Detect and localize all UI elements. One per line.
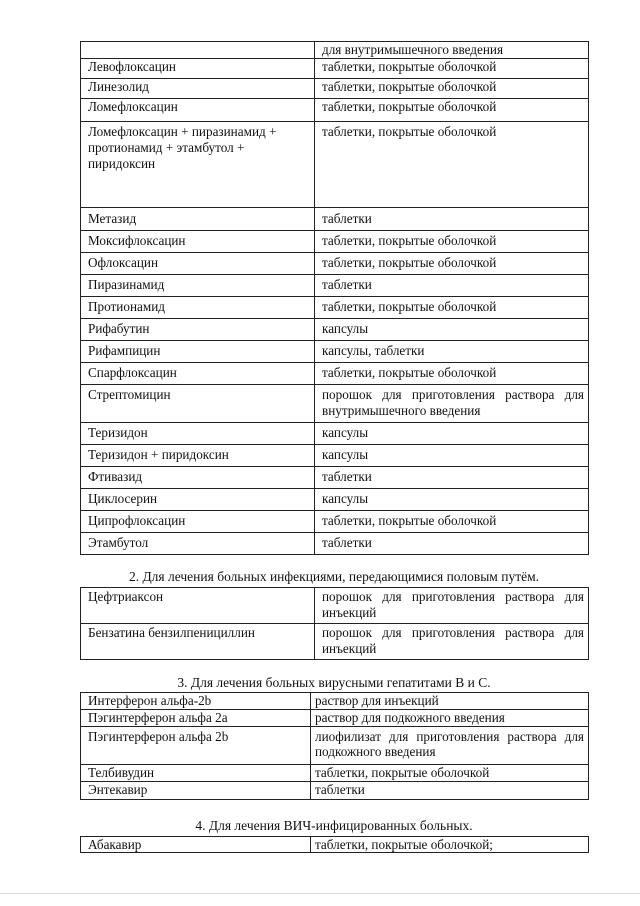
dosage-form-cell: таблетки, покрытые оболочкой [311,765,589,782]
drug-name-cell: Спарфлоксацин [81,363,315,385]
drug-name-cell: Теризидон + пиридоксин [81,445,315,467]
table-row [81,79,589,99]
dosage-form-cell: порошок для приготовления раствора для инъекций [315,588,589,624]
table-row [81,253,589,275]
drug-name-cell: Рифабутин [81,319,315,341]
dosage-form-cell: таблетки, покрытые оболочкой [315,231,589,253]
table-row [81,588,589,624]
table-row [81,782,589,800]
dosage-form-cell: таблетки, покрытые оболочкой [315,122,589,208]
dosage-form-cell: капсулы [315,423,589,445]
dosage-form-cell: таблетки [315,467,589,489]
table-row [81,59,589,79]
drug-name-cell: Фтивазид [81,467,315,489]
dosage-form-cell: капсулы [315,445,589,467]
drug-name-cell: Рифампицин [81,341,315,363]
dosage-form-cell: таблетки [315,275,589,297]
drug-name-cell: Ципрофлоксацин [81,511,315,533]
dosage-form-cell: таблетки, покрытые оболочкой [315,511,589,533]
tuberculosis-drugs-table [80,41,589,555]
table-row [81,122,589,208]
table-row [81,231,589,253]
table-row [81,837,589,853]
dosage-form-cell: для внутримышечного введения [315,42,589,59]
dosage-form-cell: таблетки, покрытые оболочкой [315,297,589,319]
table-row [81,445,589,467]
drug-name-cell: Цефтриаксон [81,588,315,624]
drug-name-cell: Циклосерин [81,489,315,511]
table-row [81,423,589,445]
table-row [81,710,589,727]
page-bottom-edge [0,893,640,906]
hiv-drugs-table [80,836,589,853]
table-row [81,624,589,660]
dosage-form-cell: таблетки [315,533,589,555]
drug-name-cell: Пэгинтерферон альфа 2а [81,710,311,727]
table-row [81,208,589,231]
drug-name-cell: Абакавир [81,837,311,853]
dosage-form-cell: таблетки [315,208,589,231]
drug-name-cell: Протионамид [81,297,315,319]
table-row [81,693,589,710]
drug-name-cell: Линезолид [81,79,315,99]
drug-name-cell: Бензатина бензилпенициллин [81,624,315,660]
drug-name-cell [81,42,315,59]
table-row [81,533,589,555]
section-heading-sti: 2. Для лечения больных инфекциями, передающимися половым путём. [128,569,540,584]
table-row [81,319,589,341]
table-row [81,511,589,533]
section-heading-hiv: 4. Для лечения ВИЧ-инфицированных больных. [195,818,473,833]
dosage-form-cell: раствор для подкожного введения [311,710,589,727]
dosage-form-cell: лиофилизат для приготовления раствора для подкожного введения [311,727,589,765]
drug-name-cell: Офлоксацин [81,253,315,275]
drug-name-cell: Метазид [81,208,315,231]
table-row [81,727,589,765]
drug-name-cell: Теризидон [81,423,315,445]
drug-name-cell: Моксифлоксацин [81,231,315,253]
drug-name-cell: Энтекавир [81,782,311,800]
drug-name-cell: Пиразинамид [81,275,315,297]
drug-name-cell: Ломефлоксацин [81,99,315,122]
drug-name-cell: Интерферон альфа-2b [81,693,311,710]
table-row [81,99,589,122]
sti-drugs-table [80,587,589,660]
drug-name-cell: Ломефлоксацин + пиразинамид + протионамид + этамбутол + пиридоксин [81,122,315,208]
dosage-form-cell: раствор для инъекций [311,693,589,710]
table-row [81,42,589,59]
section-heading-hepatitis: 3. Для лечения больных вирусными гепатитами В и С. [177,675,491,690]
dosage-form-cell: порошок для приготовления раствора для инъекций [315,624,589,660]
dosage-form-cell: таблетки, покрытые оболочкой [315,59,589,79]
drug-name-cell: Пэгинтерферон альфа 2b [81,727,311,765]
table-row [81,297,589,319]
drug-name-cell: Этамбутол [81,533,315,555]
dosage-form-cell: таблетки, покрытые оболочкой [315,99,589,122]
table-row [81,467,589,489]
dosage-form-cell: таблетки [311,782,589,800]
table-row [81,363,589,385]
table-row [81,765,589,782]
dosage-form-cell: капсулы [315,489,589,511]
dosage-form-cell: капсулы [315,319,589,341]
dosage-form-cell: таблетки, покрытые оболочкой [315,253,589,275]
drug-name-cell: Стрептомицин [81,385,315,423]
dosage-form-cell: таблетки, покрытые оболочкой [315,363,589,385]
table-row [81,275,589,297]
table-row [81,341,589,363]
dosage-form-cell: таблетки, покрытые оболочкой [315,79,589,99]
drug-name-cell: Телбивудин [81,765,311,782]
dosage-form-cell: порошок для приготовления раствора для внутримышечного введения [315,385,589,423]
table-row [81,489,589,511]
dosage-form-cell: таблетки, покрытые оболочкой; [311,837,589,853]
hepatitis-drugs-table [80,692,589,800]
dosage-form-cell: капсулы, таблетки [315,341,589,363]
drug-name-cell: Левофлоксацин [81,59,315,79]
table-row [81,385,589,423]
